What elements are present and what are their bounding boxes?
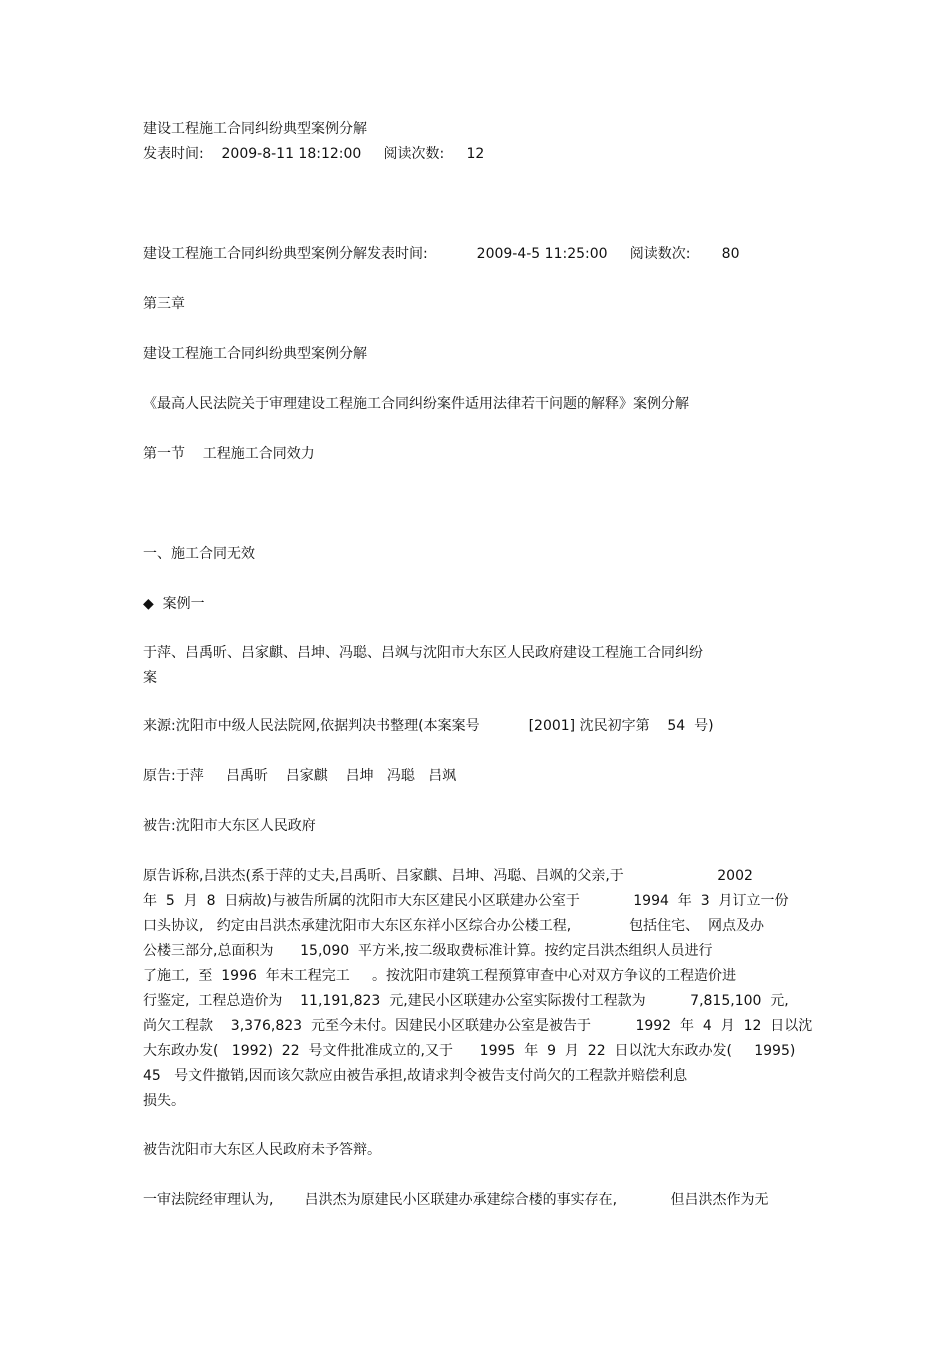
subsection-heading: 一、施工合同无效	[143, 546, 255, 562]
complaint-line: 尚欠工程款 3,376,823 元至今未付。因建民小区联建办公室是被告于 1992 年 4 月 12 日以沈	[143, 1018, 813, 1034]
defendant-no-reply: 被告沈阳市大东区人民政府未予答辩。	[143, 1142, 381, 1158]
complaint-paragraph	[143, 864, 812, 1114]
case-title-line: 案	[143, 670, 157, 686]
repeat-title-meta: 建设工程施工合同纠纷典型案例分解发表时间: 2009-4-5 11:25:00 阅读数次: 80	[143, 246, 740, 262]
section-heading: 第一节 工程施工合同效力	[143, 446, 315, 462]
first-instance-opinion: 一审法院经审理认为, 吕洪杰为原建民小区联建办承建综合楼的事实存在, 但吕洪杰作为无	[143, 1192, 769, 1208]
complaint-line: 45 号文件撤销,因而该欠款应由被告承担,故请求判令被告支付尚欠的工程款并赔偿利息	[143, 1068, 688, 1084]
complaint-line: 行鉴定, 工程总造价为 11,191,823 元,建民小区联建办公室实际拨付工程款为 7,815,100 元,	[143, 993, 789, 1009]
complaint-line: 损失。	[143, 1093, 185, 1109]
complaint-line: 公楼三部分,总面积为 15,090 平方米,按二级取费标准计算。按约定吕洪杰组织人员进行	[143, 943, 713, 959]
chapter-label: 第三章	[143, 296, 185, 312]
complaint-line: 了施工, 至 1996 年末工程完工 。按沈阳市建筑工程预算审查中心对双方争议的工程造价进	[143, 968, 737, 984]
case-title-line: 于萍、吕禹昕、吕家麒、吕坤、冯聪、吕飒与沈阳市大东区人民政府建设工程施工合同纠纷	[143, 645, 703, 661]
complaint-line: 原告诉称,吕洪杰(系于萍的丈夫,吕禹昕、吕家麒、吕坤、冯聪、吕飒的父亲,于 2002	[143, 868, 753, 884]
complaint-line: 大东政办发( 1992) 22 号文件批准成立的,又于 1995 年 9 月 22 日以沈大东政办发( 1995)	[143, 1043, 796, 1059]
publish-meta: 发表时间: 2009-8-11 18:12:00 阅读次数: 12	[143, 146, 485, 162]
doc-title: 建设工程施工合同纠纷典型案例分解	[143, 121, 367, 137]
complaint-line: 口头协议, 约定由吕洪杰承建沈阳市大东区东祥小区综合办公楼工程, 包括住宅、 网点及办	[143, 918, 765, 934]
plaintiffs: 原告:于萍 吕禹昕 吕家麒 吕坤 冯聪 吕飒	[143, 768, 457, 784]
complaint-line: 年 5 月 8 日病故)与被告所属的沈阳市大东区建民小区联建办公室于 1994 年 3 月订立一份	[143, 893, 789, 909]
case-heading: ◆ 案例一	[143, 596, 205, 612]
interpretation-title: 《最高人民法院关于审理建设工程施工合同纠纷案件适用法律若干问题的解释》案例分解	[143, 396, 689, 412]
chapter-title: 建设工程施工合同纠纷典型案例分解	[143, 346, 367, 362]
case-source: 来源:沈阳市中级人民法院网,依据判决书整理(本案案号 [2001] 沈民初字第 54 号)	[143, 718, 714, 734]
case-title	[143, 641, 703, 691]
defendant: 被告:沈阳市大东区人民政府	[143, 818, 316, 834]
